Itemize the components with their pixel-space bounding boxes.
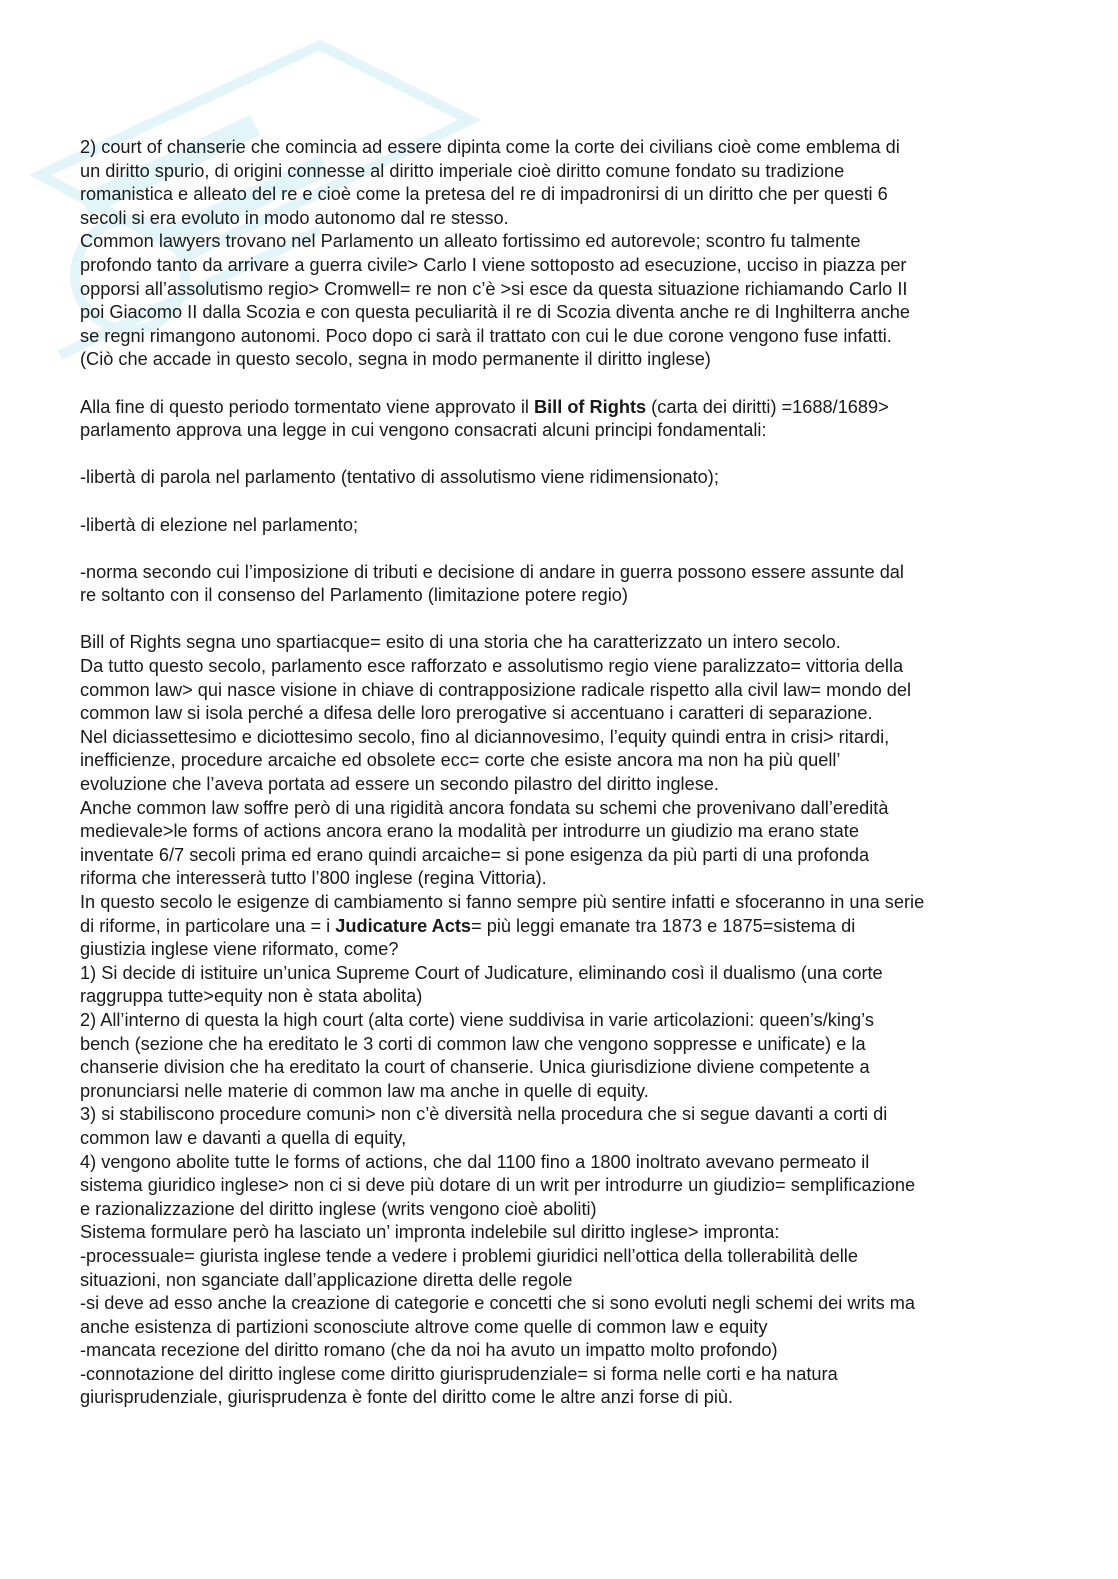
text-line: inefficienze, procedure arcaiche ed obsolete ecc= corte che esiste ancora ma non ha più quell’	[80, 750, 841, 771]
text-line: parlamento approva una legge in cui vengono consacrati alcuni principi fondamentali:	[80, 420, 767, 441]
text-line: Da tutto questo secolo, parlamento esce rafforzato e assolutismo regio viene paralizzato= vittoria della	[80, 656, 904, 677]
text-line: poi Giacomo II dalla Scozia e con questa peculiarità il re di Scozia diventa anche re di Inghilterra anche	[80, 302, 911, 323]
text-line: romanistica e alleato del re e cioè come la pretesa del re di impadronirsi di un diritto che per questi 6	[80, 184, 888, 205]
paragraph-gap	[80, 537, 1040, 561]
bill-line	[80, 396, 1040, 420]
text-segment: Alla fine di questo periodo tormentato viene approvato il	[80, 396, 534, 417]
text-line: riforma che interesserà tutto l’800 inglese (regina Vittoria).	[80, 868, 547, 889]
text-line: 4) vengono abolite tutte le forms of actions, che dal 1100 fino a 1800 inoltrato avevano permeato il	[80, 1151, 870, 1172]
text-line: Nel diciassettesimo e diciottesimo secolo, fino al diciannovesimo, l’equity quindi entra in crisi> ritardi,	[80, 726, 890, 747]
bold-term: Judicature Acts	[335, 915, 472, 936]
paragraph	[80, 561, 1040, 608]
text-line: -libertà di parola nel parlamento (tentativo di assolutismo viene ridimensionato);	[80, 467, 719, 488]
text-line: common law si isola perché a difesa delle loro prerogative si accentuano i caratteri di separazione.	[80, 703, 873, 724]
text-line: -connotazione del diritto inglese come diritto giurisprudenziale= si forma nelle corti e ha natura	[80, 1363, 838, 1384]
text-line: situazioni, non sganciate dall’applicazione diretta delle regole	[80, 1269, 573, 1290]
text-line: se regni rimangono autonomi. Poco dopo ci sarà il trattato con cui le due corone vengono fuse infatti.	[80, 325, 892, 346]
text-line: Common lawyers trovano nel Parlamento un alleato fortissimo ed autorevole; scontro fu talmente	[80, 231, 861, 252]
text-line: 2) court of chanserie che comincia ad essere dipinta come la corte dei civilians cioè come emblema di	[80, 137, 900, 157]
text-line: medievale>le forms of actions ancora erano la modalità per introdurre un giudizio ma erano state	[80, 821, 859, 842]
document-page	[80, 136, 1040, 1410]
text-line: -processuale= giurista inglese tende a vedere i problemi giuridici nell’ottica della tollerabilità delle	[80, 1245, 858, 1266]
text-segment: = più leggi emanate tra 1873 e 1875=sistema di	[471, 915, 856, 936]
text-line: Bill of Rights segna uno spartiacque= esito di una storia che ha caratterizzato un intero secolo.	[80, 632, 841, 653]
text-line: e razionalizzazione del diritto inglese (writs vengono cioè aboliti)	[80, 1198, 597, 1219]
text-line: pronunciarsi nelle materie di common law ma anche in quelle di equity.	[80, 1080, 649, 1101]
paragraph-gap	[80, 443, 1040, 467]
text-line: bench (sezione che ha ereditato le 3 corti di common law che vengono soppresse e unificate) e la	[80, 1033, 866, 1054]
paragraph	[80, 466, 1040, 490]
text-segment: (carta dei diritti) =1688/1689>	[646, 396, 889, 417]
text-line: evoluzione che l’aveva portata ad essere un secondo pilastro del diritto inglese.	[80, 774, 719, 795]
text-line: 2) All’interno di questa la high court (alta corte) viene suddivisa in varie articolazioni: queen’s/king’s	[80, 1009, 874, 1030]
text-line: un diritto spurio, di origini connesse al diritto imperiale cioè diritto comune fondato su tradizione	[80, 160, 845, 181]
text-line: 1) Si decide di istituire un’unica Supreme Court of Judicature, eliminando così il dualismo (una corte	[80, 962, 883, 983]
paragraph-gap	[80, 372, 1040, 396]
text-line: giurisprudenziale, giurisprudenza è fonte del diritto come le altre anzi forse di più.	[80, 1387, 734, 1408]
text-line: sistema giuridico inglese> non ci si deve più dotare di un writ per introdurre un giudizio= semplificazione	[80, 1175, 916, 1196]
text-line: common law> qui nasce visione in chiave di contrapposizione radicale rispetto alla civil law= mondo del	[80, 679, 912, 700]
text-line: 3) si stabiliscono procedure comuni> non c’è diversità nella procedura che si segue davanti a corti di	[80, 1104, 888, 1125]
text-line: -libertà di elezione nel parlamento;	[80, 514, 359, 535]
text-line: secoli si era evoluto in modo autonomo dal re stesso.	[80, 207, 509, 228]
text-line: giustizia inglese viene riformato, come?	[80, 939, 399, 960]
text-line: Anche common law soffre però di una rigidità ancora fondata su schemi che provenivano dall’eredità	[80, 797, 889, 818]
text-line: re soltanto con il consenso del Parlamento (limitazione potere regio)	[80, 585, 628, 606]
text-line: common law e davanti a quella di equity,	[80, 1127, 407, 1148]
paragraph	[80, 396, 1040, 443]
bold-term: Bill of Rights	[533, 396, 647, 417]
paragraph-gap	[80, 490, 1040, 514]
text-line: opporsi all’assolutismo regio> Cromwell= re non c’è >si esce da questa situazione richiamando Carlo II	[80, 278, 908, 299]
text-line: raggruppa tutte>equity non è stata abolita)	[80, 986, 423, 1007]
paragraph-gap	[80, 608, 1040, 632]
text-line: anche esistenza di partizioni sconosciute altrove come quelle di common law e equity	[80, 1316, 768, 1337]
text-line: profondo tanto da arrivare a guerra civile> Carlo I viene sottoposto ad esecuzione, ucciso in piazza per	[80, 254, 907, 275]
judicature-line	[80, 915, 1040, 939]
paragraph	[80, 514, 1040, 538]
text-line: (Ciò che accade in questo secolo, segna in modo permanente il diritto inglese)	[80, 349, 711, 370]
text-line: inventate 6/7 secoli prima ed erano quindi arcaiche= si pone esigenza da più parti di una profonda	[80, 844, 870, 865]
paragraph	[80, 136, 1040, 372]
text-line: chanserie division che ha ereditato la court of chanserie. Unica giurisdizione diviene competente a	[80, 1057, 870, 1078]
text-line: In questo secolo le esigenze di cambiamento si fanno sempre più sentire infatti e sfoceranno in una serie	[80, 892, 925, 912]
paragraph	[80, 631, 1040, 1410]
text-line: -norma secondo cui l’imposizione di tributi e decisione di andare in guerra possono essere assunte dal	[80, 561, 904, 582]
text-segment: di riforme, in particolare una = i	[80, 915, 336, 936]
text-line: -mancata recezione del diritto romano (che da noi ha avuto un impatto molto profondo)	[80, 1340, 778, 1361]
text-line: -si deve ad esso anche la creazione di categorie e concetti che si sono evoluti negli schemi dei writs ma	[80, 1293, 916, 1314]
text-line: Sistema formulare però ha lasciato un’ impronta indelebile sul diritto inglese> impronta:	[80, 1222, 780, 1243]
